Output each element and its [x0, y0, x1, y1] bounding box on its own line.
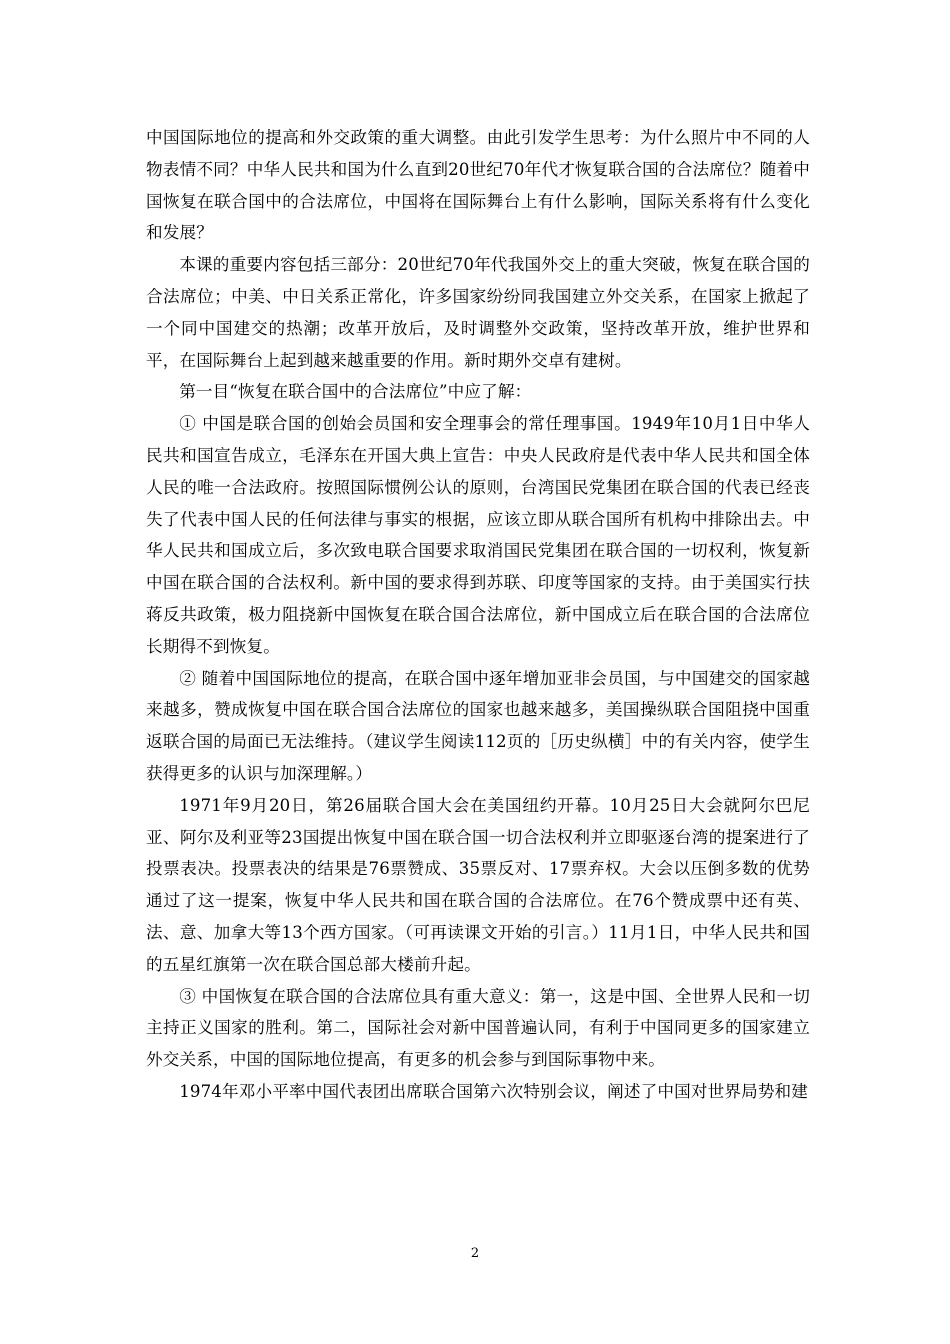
paragraph-3: 第一目“恢复在联合国中的合法席位”中应了解：	[179, 382, 532, 402]
paragraph-2: 本课的重要内容包括三部分：20世纪70年代我国外交上的重大突破，恢复在联合国的合法席位；中美、中日关系正常化，许多国家纷纷同我国建立外交关系，在国家上掀起了一个同中国建交的热潮；改革开放后，及时调整外交政策，坚持改革开放，维护世界和平，在国际舞台上起到越来越重要的作用。新时期外交卓有建树。	[146, 255, 810, 370]
paragraph-4: ① 中国是联合国的创始会员国和安全理事会的常任理事国。1949年10月1日中华人民共和国宣告成立，毛泽东在开国大典上宣告：中央人民政府是代表中华人民共和国全体人民的唯一合法政府。按照国际惯例公认的原则，台湾国民党集团在联合国的代表已经丧失了代表中国人民的任何法律与事实的根据，应该立即从联合国所有机构中排除出去。中华人民共和国成立后，多次致电联合国要求取消国民党集团在联合国的一切权利，恢复新中国在联合国的合法权利。新中国的要求得到苏联、印度等国家的支持。由于美国实行扶蒋反共政策，极力阻挠新中国恢复在联合国合法席位，新中国成立后在联合国的合法席位长期得不到恢复。	[146, 414, 810, 656]
paragraph-1: 中国国际地位的提高和外交政策的重大调整。由此引发学生思考：为什么照片中不同的人物表情不同？中华人民共和国为什么直到20世纪70年代才恢复联合国的合法席位？随着中国恢复在联合国中的合法席位，中国将在国际舞台上有什么影响，国际关系将有什么变化和发展？	[146, 128, 810, 243]
page-number: 2	[470, 1246, 480, 1261]
paragraph-6: 1971年9月20日，第26届联合国大会在美国纽约开幕。10月25日大会就阿尔巴尼亚、阿尔及利亚等23国提出恢复中国在联合国一切合法权利并立即驱逐台湾的提案进行了投票表决。投票表决的结果是76票赞成、35票反对、17票弃权。大会以压倒多数的优势通过了这一提案，恢复中华人民共和国在联合国的合法席位。在76个赞成票中还有英、法、意、加拿大等13个西方国家。（可再读课文开始的引言。）11月1日，中华人民共和国的五星红旗第一次在联合国总部大楼前升起。	[146, 795, 810, 974]
paragraph-7: ③ 中国恢复在联合国的合法席位具有重大意义：第一，这是中国、全世界人民和一切主持正义国家的胜利。第二，国际社会对新中国普遍认同，有利于中国同更多的国家建立外交关系，中国的国际地位提高，有更多的机会参与到国际事物中来。	[146, 986, 810, 1070]
paragraph-8: 1974年邓小平率中国代表团出席联合国第六次特别会议，阐述了中国对世界局势和建	[179, 1081, 809, 1101]
paragraph-5: ② 随着中国国际地位的提高，在联合国中逐年增加亚非会员国，与中国建交的国家越来越多，赞成恢复中国在联合国合法席位的国家也越来越多，美国操纵联合国阻挠中国重返联合国的局面已无法维持。（建议学生阅读112页的［历史纵横］中的有关内容，使学生获得更多的认识与加深理解。）	[146, 668, 810, 783]
document-body	[146, 122, 810, 1108]
